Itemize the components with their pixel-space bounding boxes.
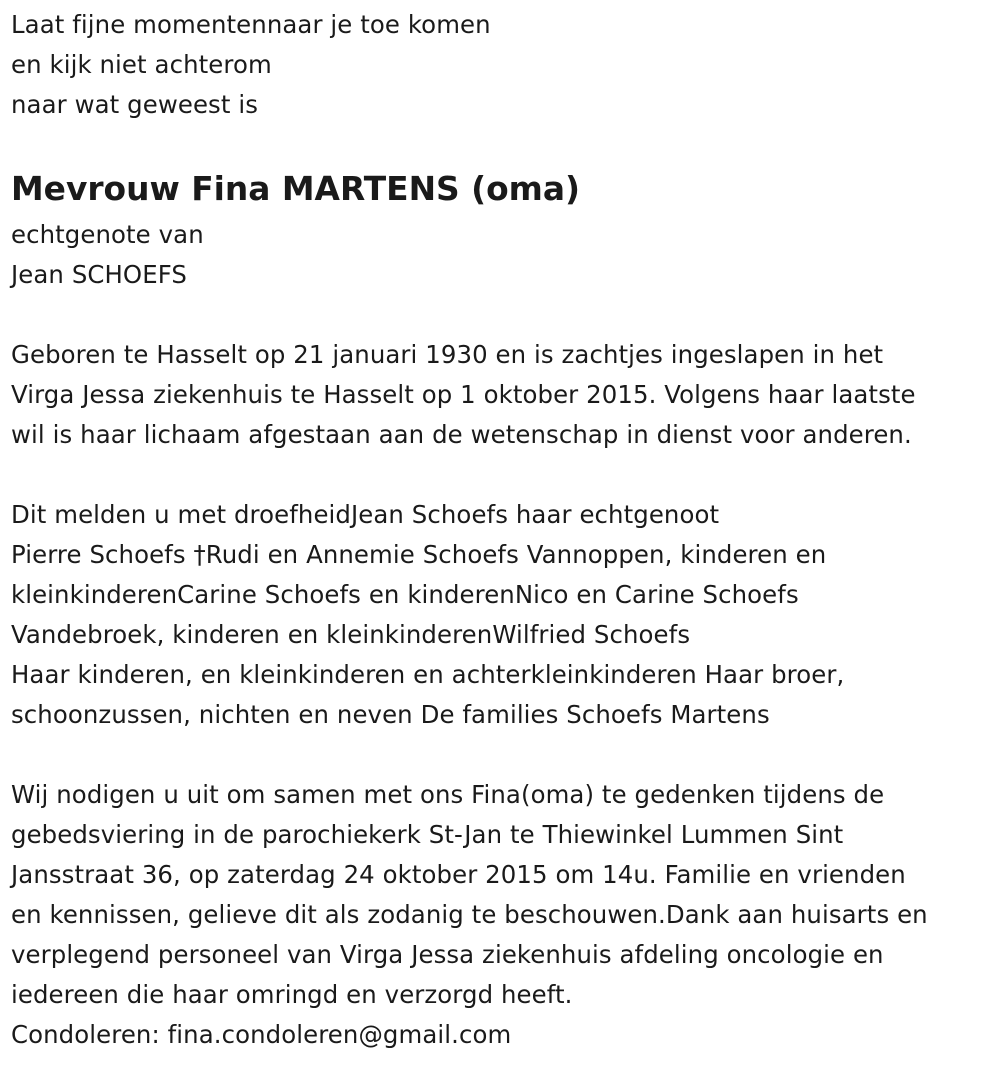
mourners-paragraph [11,495,996,735]
mourners-line: Pierre Schoefs †Rudi en Annemie Schoefs Vannoppen, kinderen en [11,540,827,569]
relation-line: Jean SCHOEFS [11,260,187,289]
mourners-line: Haar kinderen, en kleinkinderen en achterkleinkinderen Haar broer, [11,660,845,689]
invitation-line: iedereen die haar omringd en verzorgd heeft. [11,980,573,1009]
mourners-line: Dit melden u met droefheidJean Schoefs haar echtgenoot [11,500,720,529]
invitation-line: verplegend personeel van Virga Jessa ziekenhuis afdeling oncologie en [11,940,884,969]
mourners-line: kleinkinderenCarine Schoefs en kinderenNico en Carine Schoefs [11,580,799,609]
biography-paragraph [11,335,996,455]
biography-line: wil is haar lichaam afgestaan aan de wetenschap in dienst voor anderen. [11,420,912,449]
poem-line: en kijk niet achterom [11,50,272,79]
poem-line: Laat fijne momentennaar je toe komen [11,10,491,39]
invitation-line: gebedsviering in de parochiekerk St-Jan te Thiewinkel Lummen Sint [11,820,844,849]
obituary-document [11,5,996,1055]
biography-line: Geboren te Hasselt op 21 januari 1930 en is zachtjes ingeslapen in het [11,340,884,369]
paragraph-spacer [11,295,996,335]
poem [11,5,996,125]
invitation-line: en kennissen, gelieve dit als zodanig te beschouwen.Dank aan huisarts en [11,900,928,929]
relation-line: echtgenote van [11,220,204,249]
invitation-line: Wij nodigen u uit om samen met ons Fina(oma) te gedenken tijdens de [11,780,885,809]
paragraph-spacer [11,455,996,495]
poem-line: naar wat geweest is [11,90,259,119]
condolence-contact: Condoleren: fina.condoleren@gmail.com [11,1020,512,1049]
biography-line: Virga Jessa ziekenhuis te Hasselt op 1 oktober 2015. Volgens haar laatste [11,380,916,409]
relation-block [11,215,996,295]
deceased-name: Mevrouw Fina MARTENS (oma) [11,169,581,208]
mourners-line: schoonzussen, nichten en neven De families Schoefs Martens [11,700,770,729]
invitation-line: Jansstraat 36, op zaterdag 24 oktober 2015 om 14u. Familie en vrienden [11,860,906,889]
invitation-paragraph [11,775,996,1055]
mourners-line: Vandebroek, kinderen en kleinkinderenWilfried Schoefs [11,620,691,649]
paragraph-spacer [11,735,996,775]
